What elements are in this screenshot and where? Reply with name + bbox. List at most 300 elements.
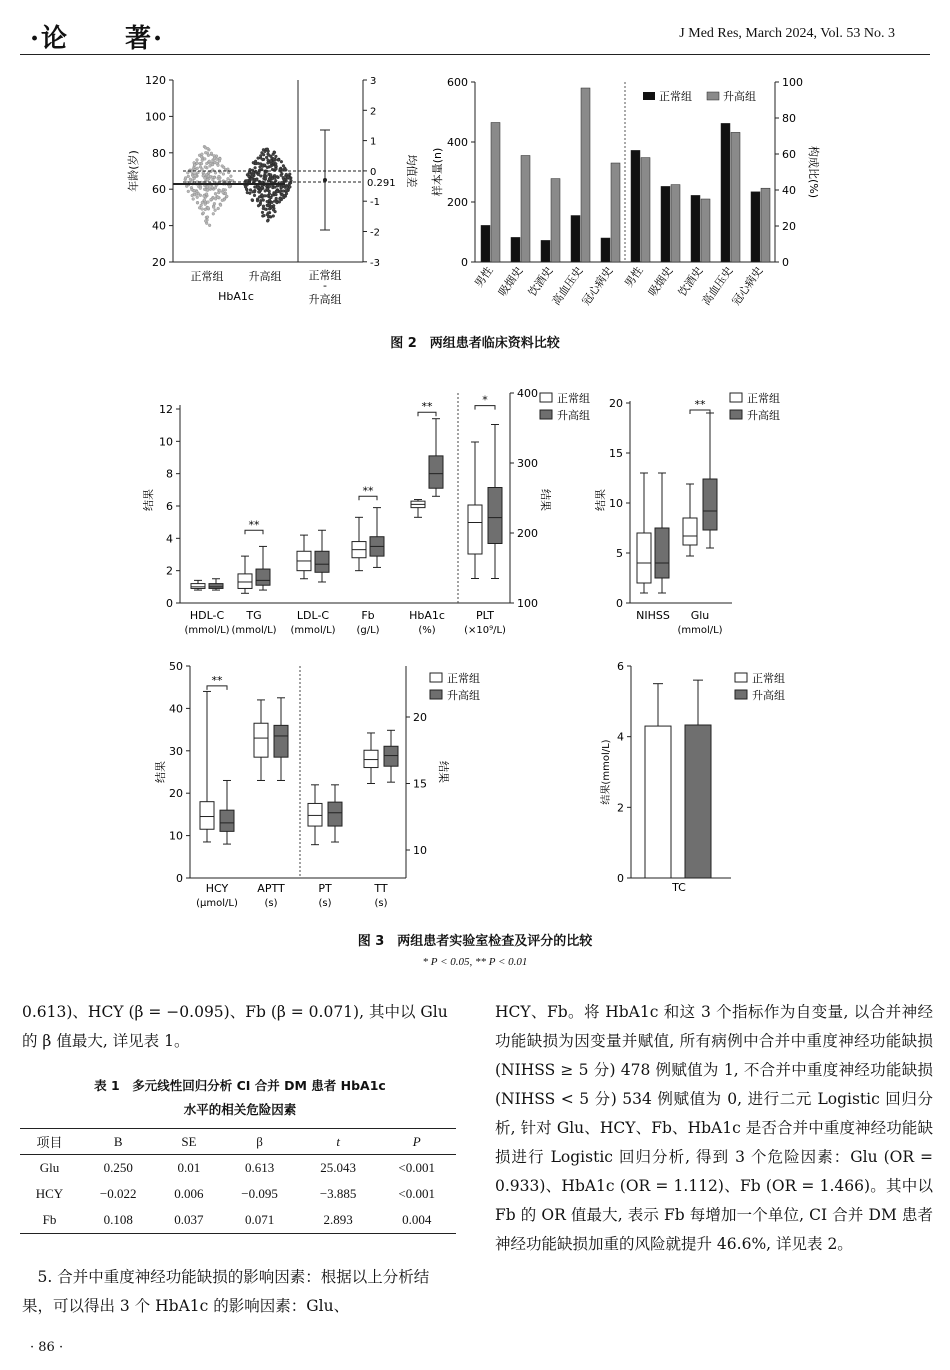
- data-point: [263, 214, 266, 217]
- data-point: [205, 173, 208, 176]
- data-point: [201, 208, 204, 211]
- ytick-label: 2: [166, 564, 173, 578]
- data-point: [204, 220, 207, 223]
- data-point: [214, 171, 217, 174]
- box: [238, 574, 252, 589]
- data-point: [268, 177, 271, 180]
- data-point: [255, 179, 258, 182]
- data-point: [251, 199, 254, 202]
- ytick-label: 6: [166, 500, 173, 513]
- data-point: [219, 189, 222, 192]
- data-point: [196, 201, 199, 204]
- data-point: [266, 204, 269, 207]
- data-point: [222, 191, 225, 194]
- data-point: [261, 194, 264, 197]
- ytick-label: -1: [370, 197, 380, 209]
- data-point: [191, 194, 194, 197]
- data-point: [267, 154, 270, 157]
- table-cell: −0.095: [241, 1186, 278, 1201]
- box: [468, 505, 482, 554]
- data-point: [262, 148, 265, 151]
- ytick-label: 30: [169, 744, 183, 758]
- table-cell: Glu: [39, 1160, 60, 1175]
- data-point: [265, 156, 268, 159]
- left-paragraph-1: 0.613)、HCY (β = −0.095)、Fb (β = 0.071), 其中以 Glu 的 β 值最大, 详见表 1。: [22, 1003, 448, 1050]
- xtick-sublabel: (×10⁹/L): [464, 625, 506, 636]
- fig2-pct-ylabel: 构成比(%): [807, 145, 820, 199]
- data-point: [275, 155, 278, 158]
- xtick-label: 冠心病史: [729, 264, 766, 308]
- data-point: [261, 211, 264, 214]
- data-point: [186, 171, 189, 174]
- table-header-cell: t: [299, 1129, 378, 1155]
- data-point: [264, 208, 267, 211]
- table-header-cell: β: [220, 1129, 299, 1155]
- data-point: [282, 176, 285, 179]
- box: [364, 750, 378, 767]
- data-point: [250, 178, 253, 181]
- box: [200, 802, 214, 830]
- data-point: [205, 162, 208, 165]
- diff-label-2: -: [323, 279, 327, 292]
- ytick-label: 400: [517, 387, 538, 400]
- data-point: [196, 167, 199, 170]
- ytick-label: -3: [370, 257, 380, 269]
- data-point: [218, 160, 221, 163]
- xlabel-group: HbA1c: [218, 290, 254, 303]
- fig2-caption: 图 2 两组患者临床资料比较: [390, 336, 560, 351]
- data-point: [211, 160, 214, 163]
- box: [191, 584, 205, 589]
- data-point: [196, 196, 199, 199]
- ytick-label: 3: [370, 76, 377, 87]
- data-point: [201, 201, 204, 204]
- ytick-label: 60: [782, 148, 796, 161]
- data-point: [249, 192, 252, 195]
- ytick-label: 0: [166, 597, 173, 610]
- table-row: [20, 1181, 456, 1207]
- bar: [721, 123, 730, 262]
- data-point: [202, 212, 205, 215]
- ytick-label: 300: [517, 457, 538, 470]
- ytick-label: 6: [617, 660, 624, 673]
- data-point: [203, 195, 206, 198]
- journal-header: J Med Res, March 2024, Vol. 53 No. 3: [679, 26, 895, 41]
- data-point: [256, 199, 259, 202]
- data-point: [197, 171, 200, 174]
- left-paragraph-2: 5. 合并中重度神经功能缺损的影响因素：根据以上分析结果，可以得出 3 个 HbA1c 的影响因素：Glu、: [22, 1268, 430, 1315]
- table-cell: <0.001: [398, 1160, 435, 1175]
- fig3-panel-1: [140, 385, 605, 650]
- ytick-label: 600: [447, 76, 468, 89]
- xtick-sublabel: (mmol/L): [677, 625, 723, 636]
- p4-legend-swatch-normal: [735, 673, 747, 682]
- data-point: [202, 174, 205, 177]
- data-point: [280, 174, 283, 177]
- xtick-sublabel: (mmol/L): [184, 625, 230, 636]
- data-point: [200, 204, 203, 207]
- data-point: [285, 173, 288, 176]
- bar: [661, 186, 670, 262]
- table-header-cell: 项目: [20, 1129, 79, 1155]
- xtick-sublabel: (mmol/L): [231, 625, 277, 636]
- data-point: [222, 173, 225, 176]
- ytick-label: 80: [782, 112, 796, 125]
- xtick-label: Glu: [690, 609, 710, 622]
- legend-swatch-high: [707, 92, 719, 100]
- ytick-label: 5: [616, 547, 623, 560]
- data-point: [206, 179, 209, 182]
- data-point: [287, 176, 290, 179]
- table-cell: HCY: [35, 1186, 64, 1201]
- ytick-label: 0: [370, 166, 377, 178]
- p3-legend-swatch-normal: [430, 673, 442, 682]
- p1-legend-high: 升高组: [557, 409, 590, 422]
- ytick-label: 10: [159, 435, 173, 449]
- data-point: [259, 203, 262, 206]
- box: [328, 802, 342, 826]
- data-point: [278, 197, 281, 200]
- xtick-label: HCY: [205, 882, 229, 895]
- fig2-n-ylabel: 样本量(n): [431, 147, 444, 197]
- box: [209, 584, 223, 589]
- ytick-label: 2: [370, 106, 377, 118]
- data-point: [253, 194, 256, 197]
- data-point: [189, 178, 192, 181]
- sig-mark: **: [248, 518, 260, 532]
- xtick-label: TT: [374, 882, 388, 895]
- table-cell: 0.004: [377, 1207, 456, 1234]
- bar: [521, 156, 530, 263]
- data-point: [266, 148, 269, 151]
- xtick-sublabel: (s): [318, 898, 332, 909]
- fig3-note: * P < 0.05, ** P < 0.01: [422, 956, 528, 968]
- data-point: [211, 163, 214, 166]
- data-point: [227, 171, 230, 174]
- xtick-label: 高血压史: [549, 264, 586, 308]
- p2-legend-normal: 正常组: [747, 392, 780, 405]
- data-point: [266, 188, 269, 191]
- xtick-label: PLT: [476, 609, 494, 622]
- fig3-panel-3: [150, 658, 510, 918]
- fig3-panel-4: [595, 658, 825, 918]
- data-point: [262, 153, 265, 156]
- data-point: [270, 196, 273, 199]
- ytick-label: 1: [370, 136, 377, 148]
- table-header-cell: SE: [158, 1129, 221, 1155]
- bar: [491, 123, 500, 263]
- data-point: [194, 174, 197, 177]
- xtick-label: HbA1c: [409, 609, 445, 622]
- data-point: [227, 177, 230, 180]
- data-point: [196, 159, 199, 162]
- data-point: [204, 146, 207, 149]
- data-point: [192, 198, 195, 201]
- p4-ylabel: 结果(mmol/L): [601, 739, 612, 805]
- table-cell: 2.893: [299, 1207, 378, 1234]
- p3-ylabel: 结果: [154, 761, 167, 783]
- data-point: [259, 166, 262, 169]
- xtick-label: Fb: [361, 609, 375, 622]
- data-point: [282, 190, 285, 193]
- bar: [645, 726, 671, 878]
- data-point: [205, 193, 208, 196]
- table-cell: 25.043: [320, 1160, 357, 1175]
- data-point: [272, 215, 275, 218]
- table-cell: 0.613: [244, 1160, 275, 1175]
- data-point: [274, 186, 277, 189]
- data-point: [199, 187, 202, 190]
- bar: [551, 179, 560, 262]
- data-point: [213, 202, 216, 205]
- bar: [601, 238, 610, 262]
- data-point: [272, 158, 275, 161]
- data-point: [208, 160, 211, 163]
- data-point: [278, 201, 281, 204]
- p2-ylabel: 结果: [594, 489, 607, 511]
- box: [637, 533, 651, 583]
- data-point: [259, 175, 262, 178]
- xtick-label: PT: [318, 882, 332, 895]
- table-cell: 0.037: [158, 1207, 221, 1234]
- data-point: [204, 151, 207, 154]
- diff-label-3: 升高组: [308, 293, 342, 306]
- data-point: [289, 186, 292, 189]
- p1-legend-swatch-high: [540, 410, 552, 419]
- data-point: [273, 177, 276, 180]
- header-rule: [20, 54, 930, 55]
- ytick-label: 0: [616, 597, 623, 610]
- table-cell: <0.001: [398, 1186, 435, 1201]
- ytick-label: 100: [145, 110, 166, 124]
- mean-diff-value: 0.291: [367, 178, 396, 189]
- bar: [571, 216, 580, 263]
- diff-label-1: 正常组: [308, 269, 342, 282]
- table1-title-1: 表 1 多元线性回归分析 CI 合并 DM 患者 HbA1c: [94, 1078, 386, 1093]
- data-point: [282, 164, 285, 167]
- xtick-sublabel: (mmol/L): [290, 625, 336, 636]
- table-1: [20, 1128, 456, 1234]
- box: [274, 725, 288, 757]
- fig2-bar-chart: [425, 70, 820, 325]
- data-point: [225, 195, 228, 198]
- p4-legend-swatch-high: [735, 690, 747, 699]
- xtick-label: 吸烟史: [495, 264, 526, 299]
- data-point: [259, 154, 262, 157]
- mean-diff-point: [323, 178, 327, 182]
- xtick-label: HDL-C: [189, 609, 225, 622]
- ytick-label: 12: [159, 403, 173, 416]
- bar: [581, 88, 590, 262]
- data-point: [212, 206, 215, 209]
- data-point: [273, 200, 276, 203]
- ytick-label: 4: [166, 532, 173, 546]
- ytick-label: 15: [609, 447, 623, 460]
- data-point: [214, 186, 217, 189]
- table-row: [20, 1155, 456, 1182]
- table-cell: 0.071: [220, 1207, 299, 1234]
- data-point: [218, 175, 221, 178]
- table-cell: 0.006: [174, 1186, 204, 1201]
- ytick-label: 0: [782, 256, 789, 269]
- box: [429, 456, 443, 488]
- data-point: [184, 177, 187, 180]
- p3-legend-normal: 正常组: [447, 672, 480, 685]
- data-point: [268, 207, 271, 210]
- p2-legend-high: 升高组: [747, 409, 780, 422]
- xlabel-high: 升高组: [248, 270, 282, 283]
- bar: [731, 132, 740, 262]
- ytick-label: 8: [166, 467, 173, 481]
- bar: [611, 163, 620, 262]
- fig2-age-plot: [125, 70, 418, 315]
- xtick-label: 冠心病史: [579, 264, 616, 308]
- data-point: [252, 190, 255, 193]
- data-point: [274, 162, 277, 165]
- table-header-cell: B: [79, 1129, 158, 1155]
- bar: [701, 199, 710, 262]
- data-point: [273, 151, 276, 154]
- xtick-sublabel: (μmol/L): [196, 898, 238, 909]
- ytick-label: 0: [617, 872, 624, 885]
- ytick-label: 40: [152, 219, 166, 233]
- data-point: [203, 199, 206, 202]
- box: [683, 518, 697, 545]
- data-point: [266, 200, 269, 203]
- p2-legend-swatch-normal: [730, 393, 742, 402]
- data-point: [269, 173, 272, 176]
- data-point: [214, 197, 217, 200]
- sig-mark: *: [482, 393, 488, 407]
- p3-legend-swatch-high: [430, 690, 442, 699]
- bar: [685, 725, 711, 878]
- bar: [641, 158, 650, 262]
- data-point: [275, 193, 278, 196]
- data-point: [257, 162, 260, 165]
- data-point: [256, 186, 259, 189]
- ytick-label: 10: [413, 844, 427, 857]
- ytick-label: 200: [447, 196, 468, 209]
- data-point: [208, 224, 211, 227]
- ytick-label: 40: [782, 184, 796, 197]
- fig3-caption: 图 3 两组患者实验室检查及评分的比较: [357, 934, 593, 949]
- bar: [671, 185, 680, 262]
- data-point: [211, 176, 214, 179]
- data-point: [245, 188, 248, 191]
- sig-mark: **: [362, 484, 374, 498]
- data-point: [286, 186, 289, 189]
- data-point: [210, 198, 213, 201]
- data-point: [246, 191, 249, 194]
- table-cell: 0.250: [103, 1160, 133, 1175]
- data-point: [204, 203, 207, 206]
- data-point: [267, 159, 270, 162]
- table1-title-2: 水平的相关危险因素: [183, 1102, 297, 1117]
- xtick-label: NIHSS: [636, 609, 670, 622]
- data-point: [282, 196, 285, 199]
- ytick-label: 20: [169, 787, 183, 801]
- data-point: [248, 175, 251, 178]
- p1-legend-normal: 正常组: [557, 392, 590, 405]
- data-point: [191, 188, 194, 191]
- data-point: [249, 189, 252, 192]
- page-number: · 86 ·: [30, 1340, 64, 1355]
- data-point: [251, 175, 254, 178]
- legend-high: 升高组: [723, 90, 756, 103]
- data-point: [254, 166, 257, 169]
- table-row: [20, 1207, 456, 1234]
- data-point: [257, 157, 260, 160]
- data-point: [248, 172, 251, 175]
- data-point: [208, 186, 211, 189]
- box: [655, 528, 669, 578]
- fig2-diff-ylabel: 均值差: [405, 154, 418, 188]
- data-point: [212, 179, 215, 182]
- data-point: [264, 177, 267, 180]
- data-point: [275, 197, 278, 200]
- data-point: [212, 212, 215, 215]
- box: [488, 488, 502, 544]
- data-point: [279, 168, 282, 171]
- data-point: [266, 194, 269, 197]
- data-point: [201, 159, 204, 162]
- ytick-label: 10: [609, 497, 623, 510]
- bar: [761, 188, 770, 262]
- p4-xlabel: TC: [672, 881, 686, 894]
- ytick-label: 40: [169, 702, 183, 716]
- xtick-label: LDL-C: [296, 609, 330, 622]
- data-point: [196, 162, 199, 165]
- ytick-label: 400: [447, 136, 468, 149]
- fig3-panel-2: [590, 385, 830, 650]
- data-point: [219, 204, 222, 207]
- data-point: [187, 190, 190, 193]
- data-point: [206, 189, 209, 192]
- box: [315, 551, 329, 572]
- data-point: [214, 192, 217, 195]
- table-header-row: [20, 1129, 456, 1155]
- bar: [691, 195, 700, 262]
- data-point: [222, 166, 225, 169]
- xtick-sublabel: (s): [264, 898, 278, 909]
- data-point: [222, 188, 225, 191]
- data-point: [228, 185, 231, 188]
- data-point: [210, 152, 213, 155]
- legend-swatch-normal: [643, 92, 655, 100]
- box: [220, 810, 234, 831]
- xtick-sublabel: (%): [418, 625, 436, 636]
- xtick-label: 吸烟史: [645, 264, 676, 299]
- ytick-label: 80: [152, 146, 166, 160]
- box: [308, 803, 322, 826]
- p1-ylabel: 结果: [142, 489, 155, 511]
- data-point: [281, 193, 284, 196]
- table-cell: −3.885: [319, 1186, 357, 1201]
- p1-legend-swatch-normal: [540, 393, 552, 402]
- box: [703, 479, 717, 530]
- data-point: [200, 155, 203, 158]
- data-point: [207, 201, 210, 204]
- ytick-label: 20: [609, 397, 623, 410]
- data-point: [230, 175, 233, 178]
- data-point: [274, 210, 277, 213]
- data-point: [204, 166, 207, 169]
- data-point: [277, 159, 280, 162]
- p4-legend-high: 升高组: [752, 689, 785, 702]
- ytick-label: 100: [517, 597, 538, 610]
- data-point: [215, 158, 218, 161]
- sig-mark: **: [211, 673, 223, 687]
